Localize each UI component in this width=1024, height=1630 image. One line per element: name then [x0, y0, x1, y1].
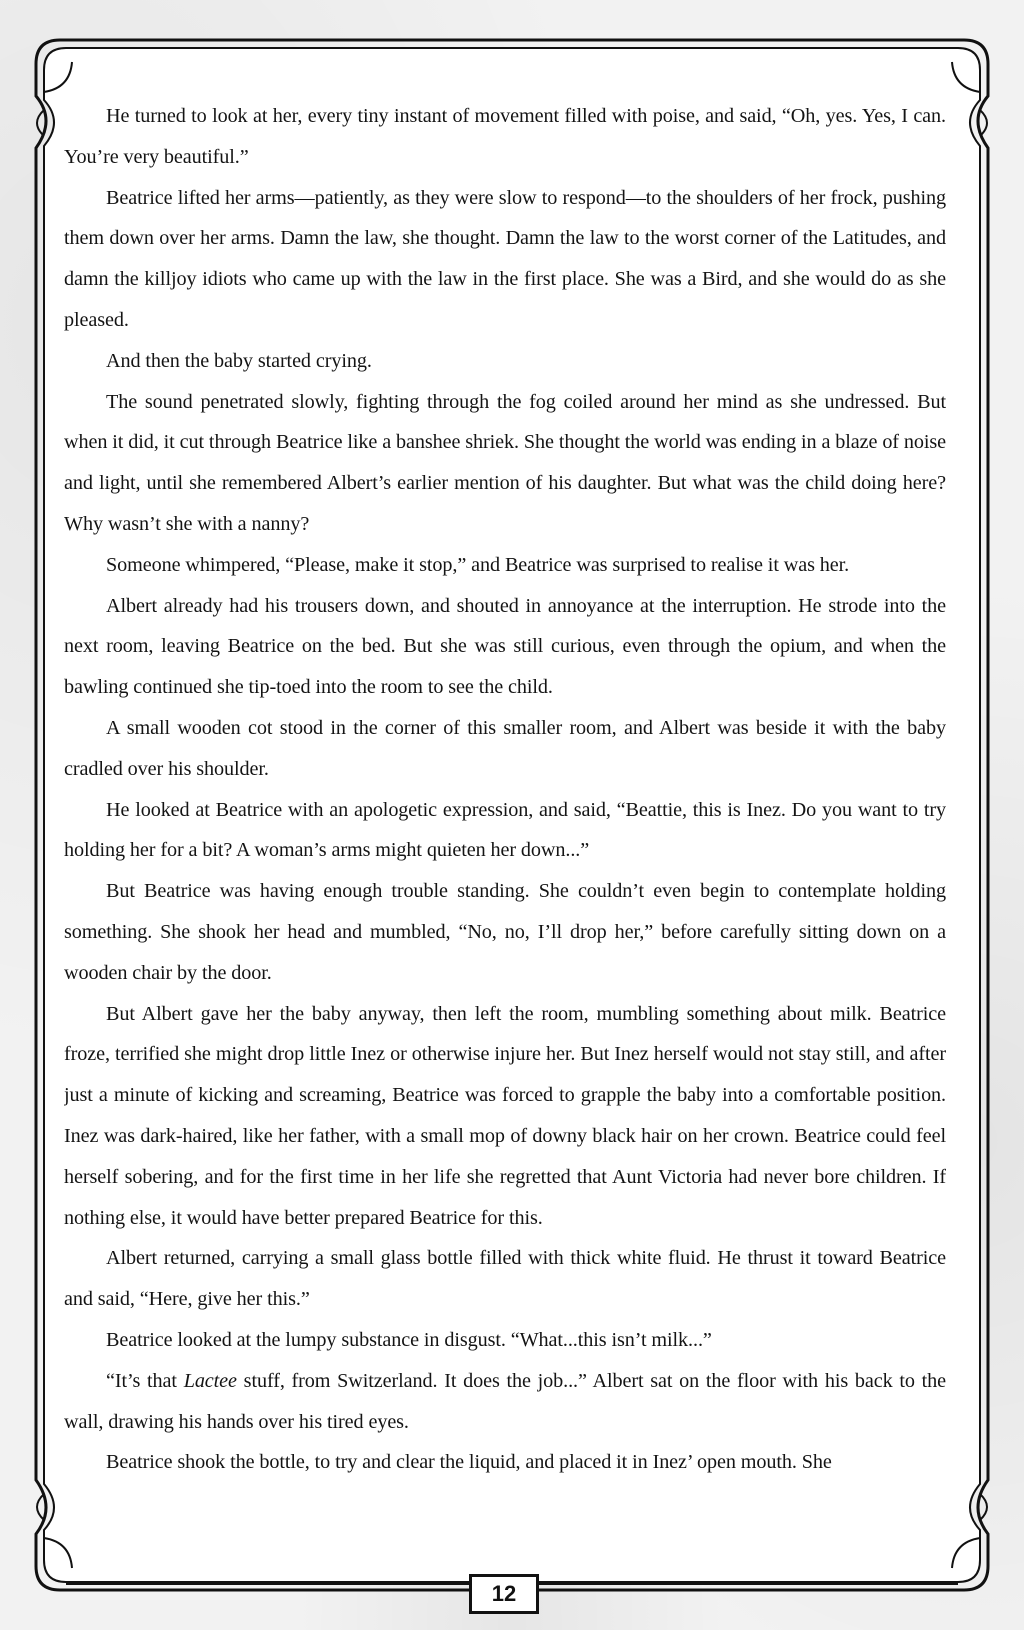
text-run: He turned to look at her, every tiny instant of movement filled with poise, and said, “Oh, yes. Yes, I can. You’re very beautiful.” — [64, 105, 946, 168]
page-number: 12 — [469, 1574, 539, 1614]
text-run: Beatrice shook the bottle, to try and clear the liquid, and placed it in Inez’ open mouth. She — [106, 1451, 832, 1474]
paragraph — [64, 708, 946, 790]
paragraph — [64, 96, 946, 178]
text-run: Beatrice looked at the lumpy substance in disgust. “What...this isn’t milk...” — [106, 1328, 712, 1351]
text-run: But Albert gave her the baby anyway, then left the room, mumbling something about milk. Beatrice froze, terrified she might drop little Inez or otherwise injure her. But Inez herself would not stay still, and after just a minute of kicking and screaming, Beatrice was forced to grapple the baby into a comfortable position. Inez was dark-haired, like her father, with a small mop of downy black hair on her crown. Beatrice could feel herself sobering, and for the first time in her life she regretted that Aunt Victoria had never bore children. If nothing else, it would have better prepared Beatrice for this. — [64, 1002, 946, 1229]
text-run: A small wooden cot stood in the corner of this smaller room, and Albert was beside it with the baby cradled over his shoulder. — [64, 716, 946, 780]
paragraph — [64, 871, 946, 993]
paragraph — [64, 1320, 946, 1361]
paragraph — [64, 1442, 946, 1483]
paragraph — [64, 586, 946, 708]
text-run: stuff, from Switzerland. It does the job...” Albert sat on the floor with his back to the wall, drawing his hands over his tired eyes. — [64, 1369, 946, 1433]
body-text — [64, 96, 946, 1546]
text-run: “It’s that — [106, 1369, 184, 1392]
text-run: Beatrice lifted her arms—patiently, as they were slow to respond—to the shoulders of her frock, pushing them down over her arms. Damn the law, she thought. Damn the law to the worst corner of the Latitudes, and damn the killjoy idiots who came up with the law in the first place. She was a Bird, and she would do as she pleased. — [64, 186, 946, 331]
text-run: Albert already had his trousers down, and shouted in annoyance at the interruption. He strode into the next room, leaving Beatrice on the bed. But she was still curious, even through the opium, and when the bawling continued she tip-toed into the room to see the child. — [64, 594, 946, 699]
right-side-ornament-lower — [980, 1494, 987, 1520]
left-side-ornament-lower — [37, 1494, 44, 1520]
text-run: And then the baby started crying. — [106, 349, 372, 372]
text-run: Someone whimpered, “Please, make it stop,” and Beatrice was surprised to realise it was her. — [106, 553, 850, 576]
text-run: He looked at Beatrice with an apologetic expression, and said, “Beattie, this is Inez. Do you want to try holding her for a bit? A woman’s arms might quieten her down...” — [64, 798, 946, 862]
text-run: Albert returned, carrying a small glass bottle filled with thick white fluid. He thrust it toward Beatrice and said, “Here, give her this.” — [64, 1247, 946, 1311]
text-run: But Beatrice was having enough trouble standing. She couldn’t even begin to contemplate holding something. She shook her head and mumbled, “No, no, I’ll drop her,” before carefully sitting down on a wooden chair by the door. — [64, 880, 946, 984]
paragraph — [64, 1361, 946, 1443]
text-run: The sound penetrated slowly, fighting through the fog coiled around her mind as she undressed. But when it did, it cut through Beatrice like a banshee shriek. She thought the world was ending in a blaze of noise and light, until she remembered Albert’s earlier mention of his daughter. But what was the child doing here? Why wasn’t she with a nanny? — [64, 390, 946, 535]
paragraph — [64, 341, 946, 382]
paragraph — [64, 178, 946, 341]
paragraph — [64, 994, 946, 1239]
paragraph — [64, 382, 946, 545]
paragraph — [64, 1238, 946, 1320]
paragraph — [64, 545, 946, 586]
italic-text: Lactee — [183, 1369, 237, 1392]
paragraph — [64, 790, 946, 872]
